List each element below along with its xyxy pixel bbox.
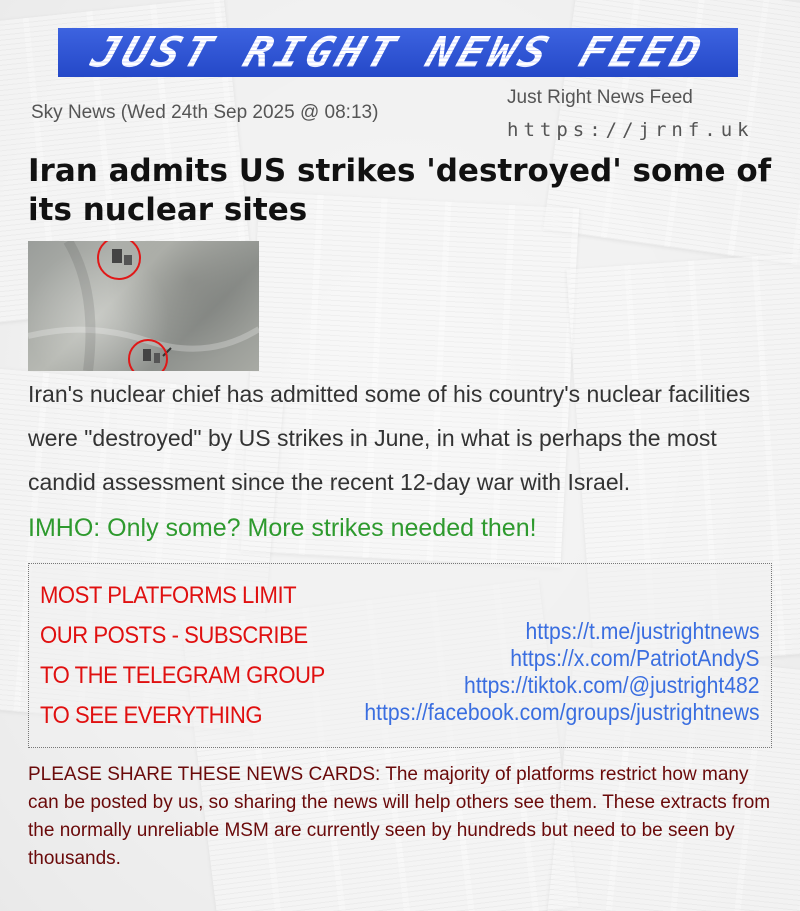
notice-line: MOST PLATFORMS LIMIT — [40, 582, 297, 609]
brand-name: Just Right News Feed — [507, 87, 693, 108]
article-source: Sky News (Wed 24th Sep 2025 @ 08:13) — [31, 102, 379, 123]
article-summary: Iran's nuclear chief has admitted some of his country's nuclear facilities were "destroyed" by US strikes in June, in what is perhaps the most candid assessment since the recent 12-day war with Israel. — [28, 381, 751, 495]
tiktok-link[interactable]: https://tiktok.com/@justright482 — [464, 672, 760, 698]
x-link[interactable]: https://x.com/PatriotAndyS — [510, 645, 760, 671]
article-image — [28, 241, 259, 371]
subscribe-box — [28, 563, 772, 748]
brand-url[interactable]: https://jrnf.uk — [507, 119, 754, 141]
editor-opinion: IMHO: Only some? More strikes needed then! — [28, 514, 537, 542]
notice-line: TO THE TELEGRAM GROUP — [40, 662, 325, 689]
social-links — [330, 618, 760, 726]
subscribe-notice — [40, 576, 350, 736]
notice-line: TO SEE EVERYTHING — [40, 702, 263, 729]
facebook-link[interactable]: https://facebook.com/groups/justrightnews — [364, 699, 760, 725]
site-banner — [58, 28, 738, 77]
banner-title: JUST RIGHT NEWS FEED — [85, 28, 711, 77]
satellite-image-markers — [28, 241, 259, 371]
share-appeal: PLEASE SHARE THESE NEWS CARDS: The majority of platforms restrict how many can be posted by us, so sharing the news will help others see them. These extracts from the normally unreliable MSM are currently seen by hundreds but need to be seen by thousands. — [28, 764, 771, 869]
telegram-link[interactable]: https://t.me/justrightnews — [525, 618, 760, 644]
article-headline: Iran admits US strikes 'destroyed' some of its nuclear sites — [28, 153, 772, 228]
notice-line: OUR POSTS - SUBSCRIBE — [40, 622, 308, 649]
